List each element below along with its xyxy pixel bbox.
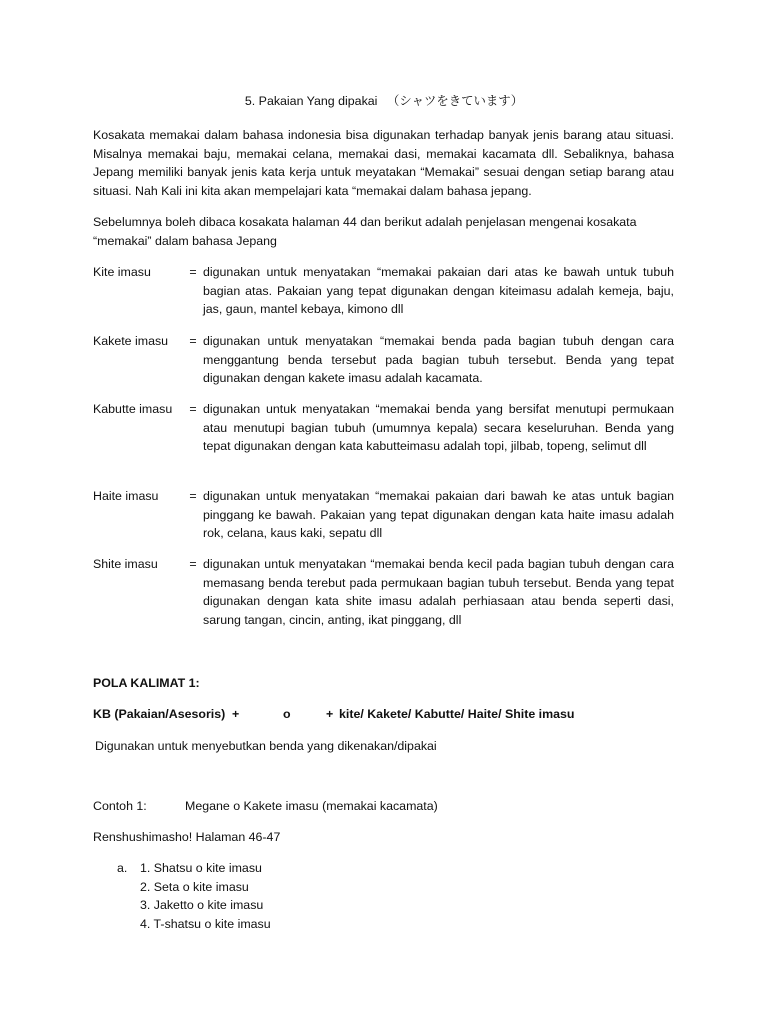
page-title: 5. Pakaian Yang dipakai （シャツをきています） bbox=[244, 94, 524, 108]
definition-term: Shite imasu bbox=[93, 557, 158, 571]
pattern-plus-1: + bbox=[232, 707, 240, 721]
list-item: 3. Jaketto o kite imasu bbox=[140, 898, 264, 913]
intro-paragraph: Kosakata memakai dalam bahasa indonesia bisa digunakan terhadap banyak jenis barang atau situasi. Misalnya memakai baju, memakai celana, memakai dasi, memakai kacamata dll. Sebaliknya, bahasa Jepang memiliki banyak jenis kata kerja untuk meyatakan “Memakai” sesuai dengan setiap barang atau situasi. Nah Kali ini kita akan mempelajari kata “memakai dalam bahasa jepang. bbox=[93, 128, 674, 198]
example-text: Megane o Kakete imasu (memakai kacamata) bbox=[185, 799, 438, 813]
list-item: 4. T-shatsu o kite imasu bbox=[140, 916, 271, 931]
practice-reference: Renshushimasho! Halaman 46-47 bbox=[93, 830, 281, 844]
pattern-note: Digunakan untuk menyebutkan benda yang dikenakan/dipakai bbox=[95, 739, 437, 753]
list-marker: a. bbox=[117, 861, 128, 875]
list-item: 2. Seta o kite imasu bbox=[140, 879, 249, 894]
pattern-heading: POLA KALIMAT 1: bbox=[93, 676, 200, 690]
definition-equals: = bbox=[189, 489, 197, 503]
definition-shite-imasu bbox=[93, 555, 674, 629]
definition-equals: = bbox=[189, 265, 197, 279]
definition-description: digunakan untuk menyatakan “memakai pakaian dari atas ke bawah untuk tubuh bagian atas. Pakaian yang tepat digunakan dengan kiteimasu adalah kemeja, baju, jas, gaun, mantel kebaya, kimono dll bbox=[203, 265, 674, 317]
definition-term: Haite imasu bbox=[93, 489, 159, 503]
definition-description: digunakan untuk menyatakan “memakai benda kecil pada bagian tubuh dengan cara memasang benda terebut pada permukaan bagian tubuh tersebut. Benda yang tepat digunakan dengan kata shite imasu adalah perhiasaan atau benda seperti dasi, sarung tangan, cincin, anting, ikat pinggang, dll bbox=[203, 557, 674, 627]
definition-kabutte-imasu bbox=[93, 400, 674, 456]
pattern-plus-2: + bbox=[326, 707, 334, 721]
definition-kakete-imasu bbox=[93, 332, 674, 388]
definition-equals: = bbox=[189, 557, 197, 571]
definition-term: Kite imasu bbox=[93, 265, 151, 279]
definition-description: digunakan untuk menyatakan “memakai pakaian dari bawah ke atas untuk bagian pinggang ke bawah. Pakaian yang tepat digunakan dengan kata haite imasu adalah rok, celana, kaus kaki, sepatu dll bbox=[203, 489, 674, 541]
pattern-part-verbs: kite/ Kakete/ Kabutte/ Haite/ Shite imasu bbox=[339, 707, 575, 721]
definition-equals: = bbox=[189, 402, 197, 416]
definition-haite-imasu bbox=[93, 487, 674, 543]
definition-description: digunakan untuk menyatakan “memakai benda pada bagian tubuh dengan cara menggantung benda tersebut pada bagian tubuh tersebut. Benda yang tepat digunakan dengan kakete imasu adalah kacamata. bbox=[203, 334, 674, 386]
list-item: 1. Shatsu o kite imasu bbox=[140, 861, 262, 875]
pattern-part-noun: KB (Pakaian/Asesoris) bbox=[93, 707, 226, 721]
definition-description: digunakan untuk menyatakan “memakai benda yang bersifat menutupi permukaan atau menutupi bagian tubuh (umumnya kepala) secara keseluruhan. Benda yang tepat digunakan dengan kata kabutteimasu adalah topi, jilbab, topeng, selimut dll bbox=[203, 402, 674, 454]
definition-term: Kakete imasu bbox=[93, 334, 169, 348]
definition-equals: = bbox=[189, 334, 197, 348]
definition-term: Kabutte imasu bbox=[93, 402, 173, 416]
pattern-particle: o bbox=[283, 707, 291, 721]
definition-kite-imasu bbox=[93, 263, 674, 319]
example-label: Contoh 1: bbox=[93, 799, 147, 813]
intro-paragraph-2: Sebelumnya boleh dibaca kosakata halaman 44 dan berikut adalah penjelasan mengenai kosakata “memakai” dalam bahasa Jepang bbox=[93, 215, 637, 248]
